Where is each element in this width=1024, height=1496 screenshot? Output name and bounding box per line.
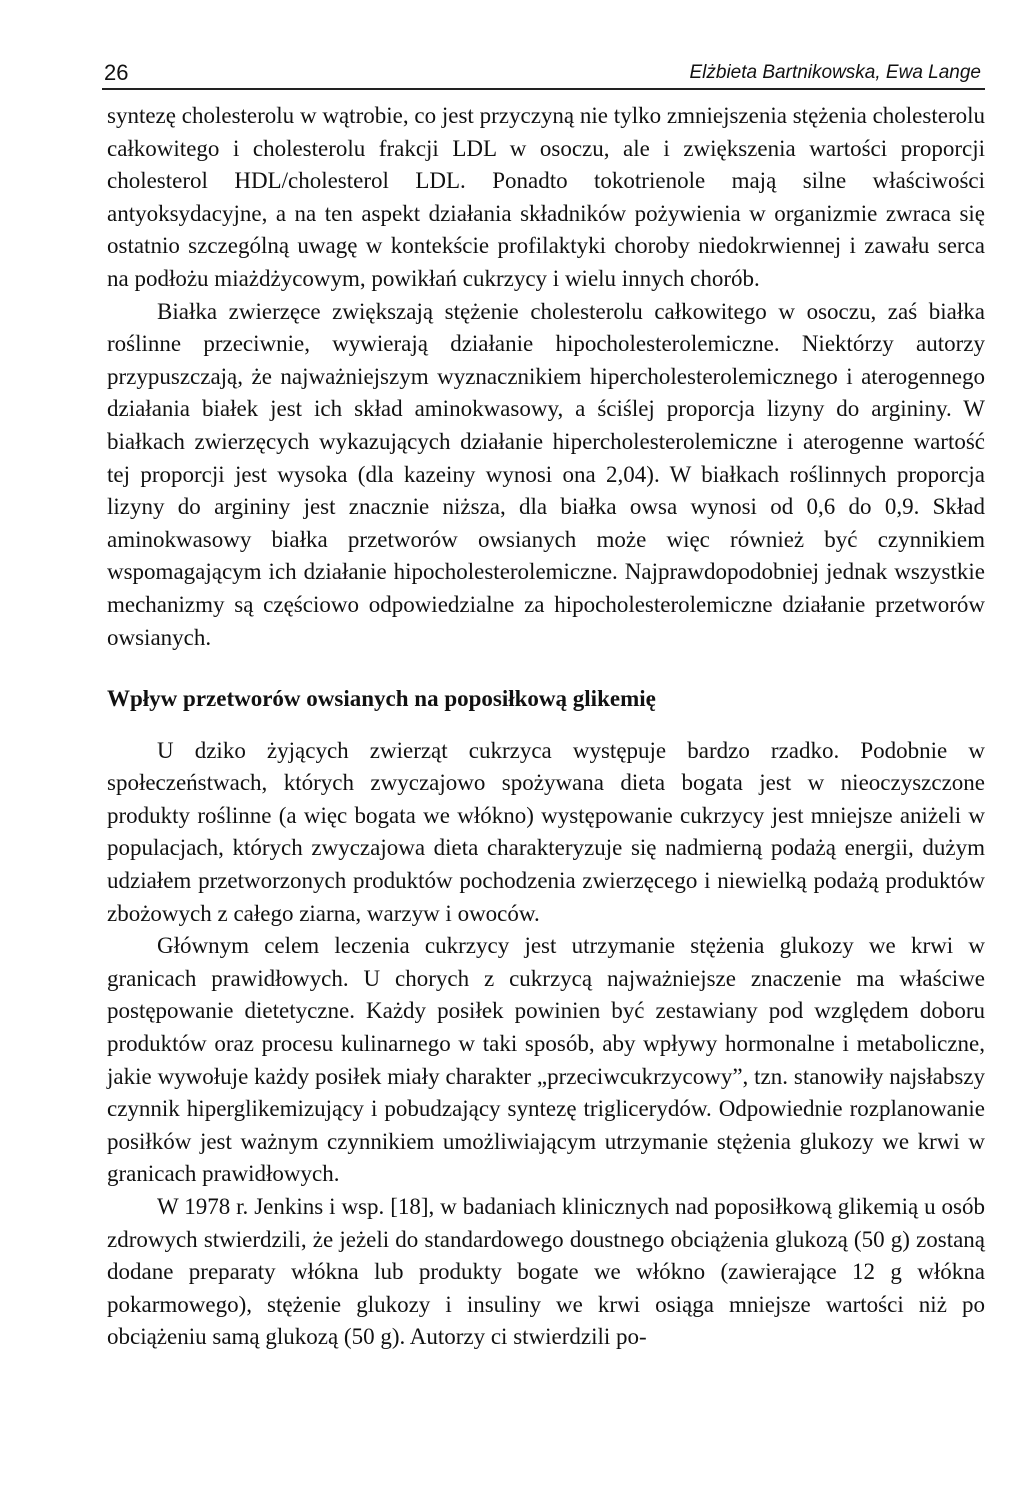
paragraph-jenkins-study: W 1978 r. Jenkins i wsp. [18], w badaniach klinicznych nad poposiłkową glikemią u osób zdrowych stwierdzili, że jeżeli do standardowego doustnego obciążenia glukozą (50 g) zostaną dodane preparaty włókna lub produkty bogate we włókno (zawierające 12 g włókna pokarmowego), stężenie glukozy i insuliny we krwi osiąga mniejsze wartości niż po obciążeniu samą glukozą (50 g). Autorzy ci stwierdzili po- <box>107 1194 985 1350</box>
body-text <box>107 100 985 1354</box>
running-header <box>102 58 985 90</box>
page-number: 26 <box>104 60 129 85</box>
paragraph-animal-protein: Białka zwierzęce zwiększają stężenie cholesterolu całkowitego w osoczu, zaś białka roślinne przeciwnie, wywierają działanie hipocholesterolemiczne. Niektórzy autorzy przypuszczają, że najważniejszym wyznacznikiem hipercholesterolemicznego i aterogennego działania białek jest ich skład aminokwasowy, a ściślej proporcja lizyny do argininy. W białkach zwierzęcych wykazujących działanie hipercholesterolemiczne i aterogenne wartość tej proporcji jest wysoka (dla kazeiny wynosi ona 2,04). W białkach roślinnych proporcja lizyny do argininy jest znacznie niższa, dla białka owsa wynosi od 0,6 do 0,9. Skład aminokwasowy białka przetworów owsianych może więc również być czynnikiem wspomagającym ich działanie hipocholesterolemiczne. Najprawdopodobniej jednak wszystkie mechanizmy są częściowo odpowiedzialne za hipocholesterolemiczne działanie przetworów owsianych. <box>107 298 985 650</box>
running-header-authors: Elżbieta Bartnikowska, Ewa Lange <box>689 62 981 83</box>
paragraph-treatment-goal: Głównym celem leczenia cukrzycy jest utrzymanie stężenia glukozy we krwi w granicach prawidłowych. U chorych z cukrzycą najważniejsze znaczenie ma właściwe postępowanie dietetyczne. Każdy posiłek powinien być zestawiany pod względem doboru produktów oraz procesu kulinarnego w taki sposób, aby wpływy hormonalne i metaboliczne, jakie wywołuje każdy posiłek miały charakter „przeciwcukrzycowy”, tzn. stanowiły najsłabszy czynnik hiperglikemizujący i pobudzający syntezę triglicerydów. Odpowiednie rozplanowanie posiłków jest ważnym czynnikiem umożliwiającym utrzymanie stężenia glukozy we krwi w granicach prawidłowych. <box>107 933 985 1187</box>
paragraph-continuation: syntezę cholesterolu w wątrobie, co jest przyczyną nie tylko zmniejszenia stężenia cholesterolu całkowitego i cholesterolu frakcji LDL w osoczu, ale i zwiększenia wartości proporcji cholesterol HDL/cholesterol LDL. Ponadto tokotrienole mają silne właściwości antyoksydacyjne, a na ten aspekt działania składników pożywienia w organizmie zwraca się ostatnio szczególną uwagę w kontekście profilaktyki choroby niedokrwiennej i zawału serca na podłożu miażdżycowym, powikłań cukrzycy i wielu innych chorób. <box>107 103 985 291</box>
paragraph-diabetes-prevalence: U dziko żyjących zwierząt cukrzyca występuje bardzo rzadko. Podobnie w społeczeństwach, których zwyczajowo spożywana dieta bogata jest w nieoczyszczone produkty roślinne (a więc bogata we włókno) występowanie cukrzycy jest mniejsze aniżeli w populacjach, których zwyczajowa dieta charakteryzuje się nadmierną podażą energii, dużym udziałem przetworzonych produktów pochodzenia zwierzęcego i niewielką podażą produktów zbożowych z całego ziarna, warzyw i owoców. <box>107 737 985 926</box>
section-heading: Wpływ przetworów owsianych na poposiłkową glikemię <box>107 686 656 712</box>
